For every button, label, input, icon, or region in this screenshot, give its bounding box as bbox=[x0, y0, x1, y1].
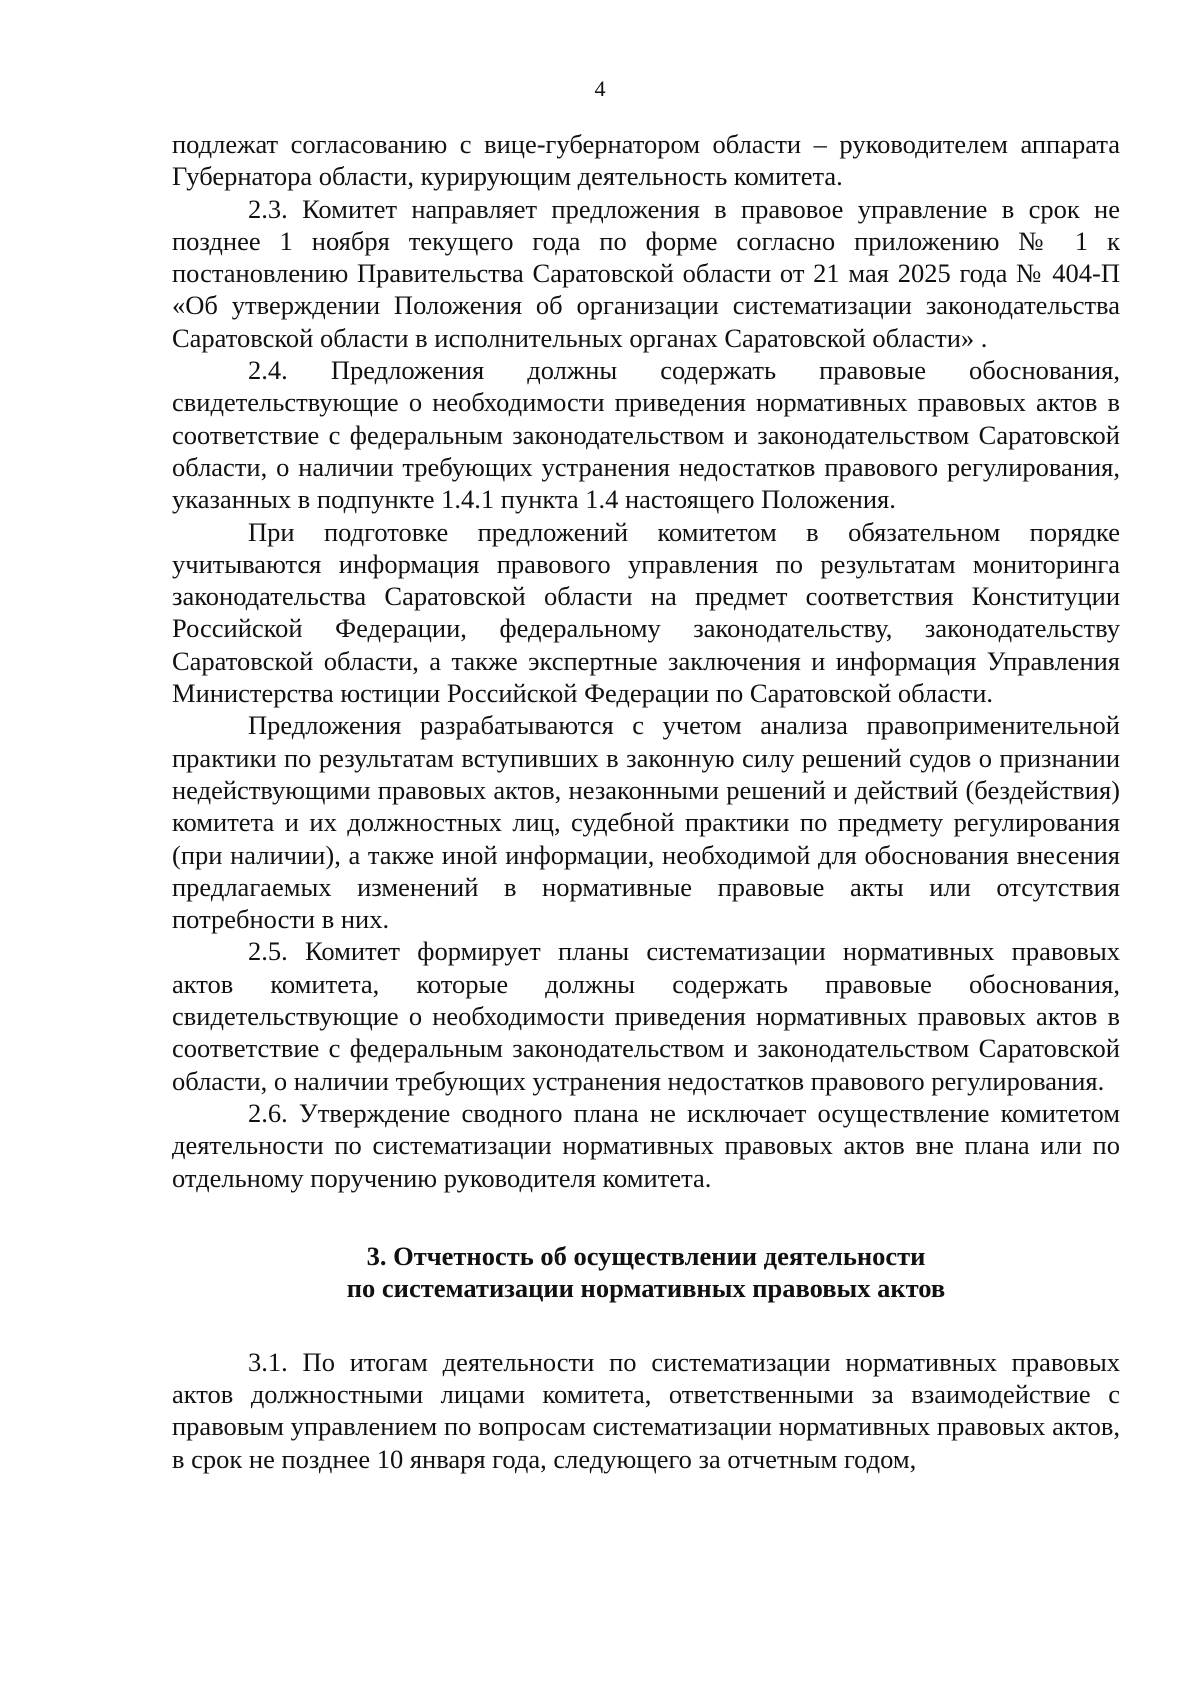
paragraph: 2.3. Комитет направляет предложения в правовое управление в срок не позднее 1 ноября текущего года по форме согласно приложению № 1 к постановлению Правительства Саратовской области от 21 мая 2025 года № 404-П «Об утверждении Положения об организации систематизации законодательства Саратовской области в исполнительных органах Саратовской области» . bbox=[172, 193, 1120, 353]
section-heading-line-2: по систематизации нормативных правовых актов bbox=[346, 1272, 946, 1303]
paragraph: 2.5. Комитет формирует планы систематизации нормативных правовых актов комитета, которые должны содержать правовые обоснования, свидетельствующие о необходимости приведения нормативных правовых актов в соответствие с федеральным законодательством и законодательством Саратовской области, о наличии требующих устранения недостатков правового регулирования. bbox=[172, 936, 1120, 1096]
paragraph: 3.1. По итогам деятельности по систематизации нормативных правовых актов должностными лицами комитета, ответственными за взаимодействие с правовым управлением по вопросам систематизации нормативных правовых актов, в срок не позднее 10 января года, следующего за отчетным годом, bbox=[172, 1346, 1120, 1474]
paragraph: При подготовке предложений комитетом в обязательном порядке учитываются информация правового управления по результатам мониторинга законодательства Саратовской области на предмет соответствия Конституции Российской Федерации, федеральному законодательству, законодательству Саратовской области, а также экспертные заключения и информация Управления Министерства юстиции Российской Федерации по Саратовской области. bbox=[172, 516, 1120, 709]
paragraph: 2.4. Предложения должны содержать правовые обоснования, свидетельствующие о необходимости приведения нормативных правовых актов в соответствие с федеральным законодательством и законодательством Саратовской области, о наличии требующих устранения недостатков правового регулирования, указанных в подпункте 1.4.1 пункта 1.4 настоящего Положения. bbox=[172, 355, 1120, 515]
page-number: 4 bbox=[594, 76, 606, 101]
paragraph: 2.6. Утверждение сводного плана не исключает осуществление комитетом деятельности по систематизации нормативных правовых актов вне плана или по отдельному поручению руководителя комитета. bbox=[172, 1097, 1120, 1193]
paragraphs-before-section bbox=[172, 128, 1120, 1194]
document-body bbox=[172, 128, 1120, 1475]
paragraph: подлежат согласованию с вице-губернатором области – руководителем аппарата Губернатора области, курирующим деятельность комитета. bbox=[172, 129, 1120, 192]
paragraphs-after-section bbox=[172, 1346, 1120, 1475]
section-heading-line-1: 3. Отчетность об осуществлении деятельности bbox=[366, 1240, 926, 1271]
paragraph: Предложения разрабатываются с учетом анализа правоприменительной практики по результатам вступивших в законную силу решений судов о признании недействующими правовых актов, незаконными решений и действий (бездействия) комитета и их должностных лиц, судебной практики по предмету регулирования (при наличии), а также иной информации, необходимой для обоснования внесения предлагаемых изменений в нормативные правовые акты или отсутствия потребности в них. bbox=[172, 710, 1120, 935]
section-heading bbox=[172, 1240, 1120, 1304]
